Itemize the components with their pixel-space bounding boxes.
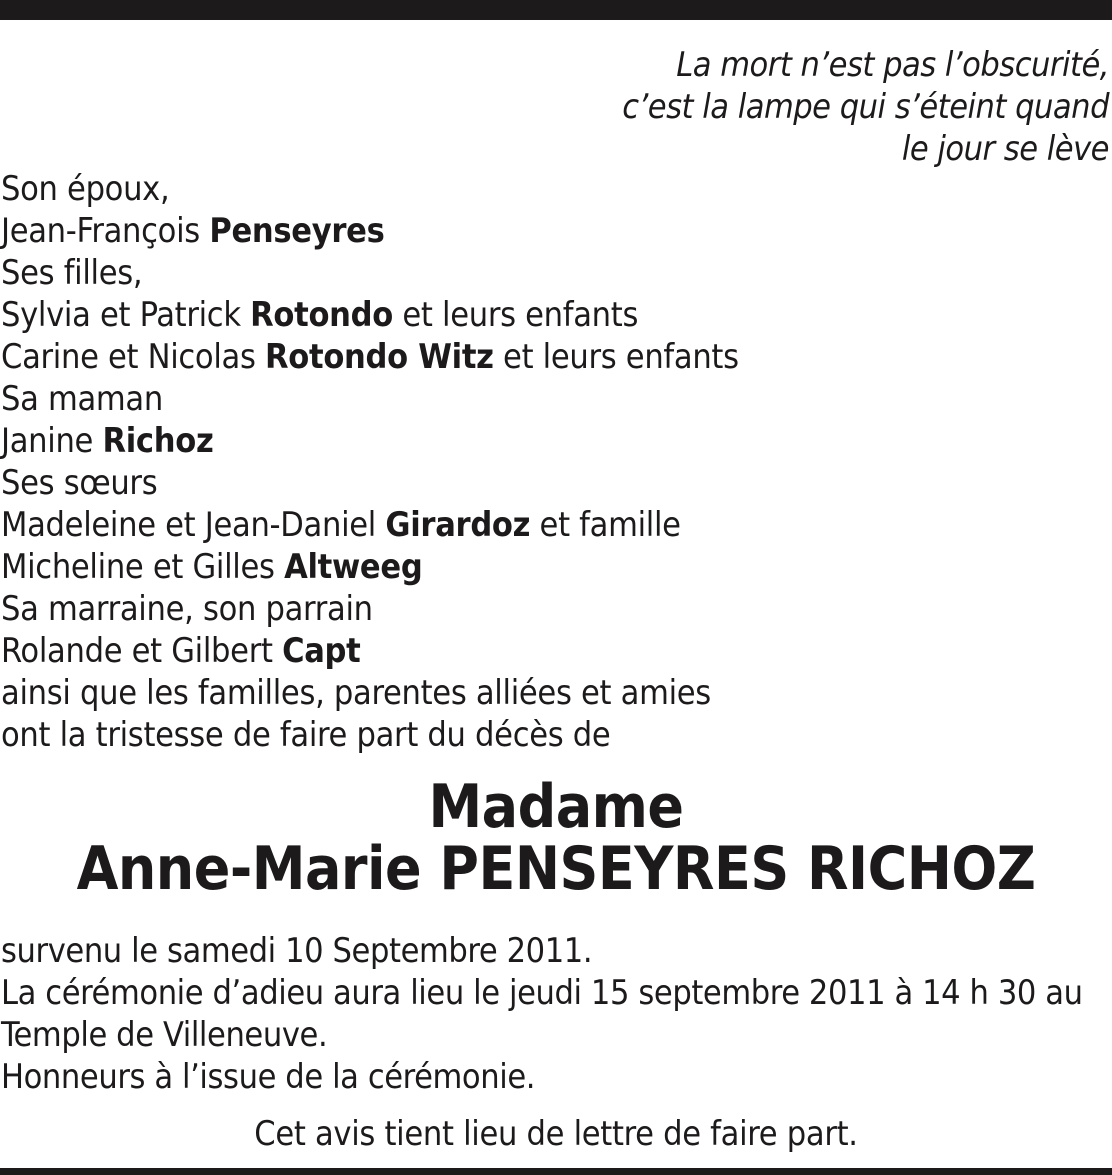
family-line: Janine Richoz <box>1 421 214 461</box>
family-line: Carine et Nicolas Rotondo Witz et leurs enfants <box>1 337 739 377</box>
top-rule <box>0 0 1112 20</box>
family-line: Rolande et Gilbert Capt <box>1 631 361 671</box>
quote-line: c’est la lampe qui s’éteint quand <box>622 87 1109 127</box>
closing-note: Cet avis tient lieu de lettre de faire part. <box>254 1114 858 1154</box>
family-line: Micheline et Gilles Altweeg <box>1 547 423 587</box>
details-line: La cérémonie d’adieu aura lieu le jeudi 15 septembre 2011 à 14 h 30 au <box>1 973 1083 1013</box>
family-line: Sa maman <box>1 379 163 419</box>
deceased-title: Madame <box>428 772 684 842</box>
family-line: Ses sœurs <box>1 463 158 503</box>
deceased-name-block <box>0 772 1112 904</box>
ceremony-details <box>1 930 1083 1098</box>
family-line: Son époux, <box>1 169 170 209</box>
family-line: Jean-François Penseyres <box>1 211 385 251</box>
quote-line: le jour se lève <box>901 129 1109 169</box>
family-line: ainsi que les familles, parentes alliées et amies <box>1 673 711 713</box>
family-line: Sylvia et Patrick Rotondo et leurs enfants <box>1 295 639 335</box>
family-line: Ses filles, <box>1 253 143 293</box>
bottom-rule <box>0 1168 1112 1175</box>
family-line: ont la tristesse de faire part du décès de <box>1 715 611 755</box>
details-line: Temple de Villeneuve. <box>1 1015 328 1055</box>
epigraph-quote <box>622 44 1109 170</box>
deceased-name: Anne-Marie PENSEYRES RICHOZ <box>76 834 1036 904</box>
details-line: survenu le samedi 10 Septembre 2011. <box>1 931 593 971</box>
family-list <box>1 168 739 756</box>
family-line: Sa marraine, son parrain <box>1 589 373 629</box>
quote-line: La mort n’est pas l’obscurité, <box>676 45 1109 85</box>
details-line: Honneurs à l’issue de la cérémonie. <box>1 1057 536 1097</box>
family-line: Madeleine et Jean-Daniel Girardoz et famille <box>1 505 681 545</box>
